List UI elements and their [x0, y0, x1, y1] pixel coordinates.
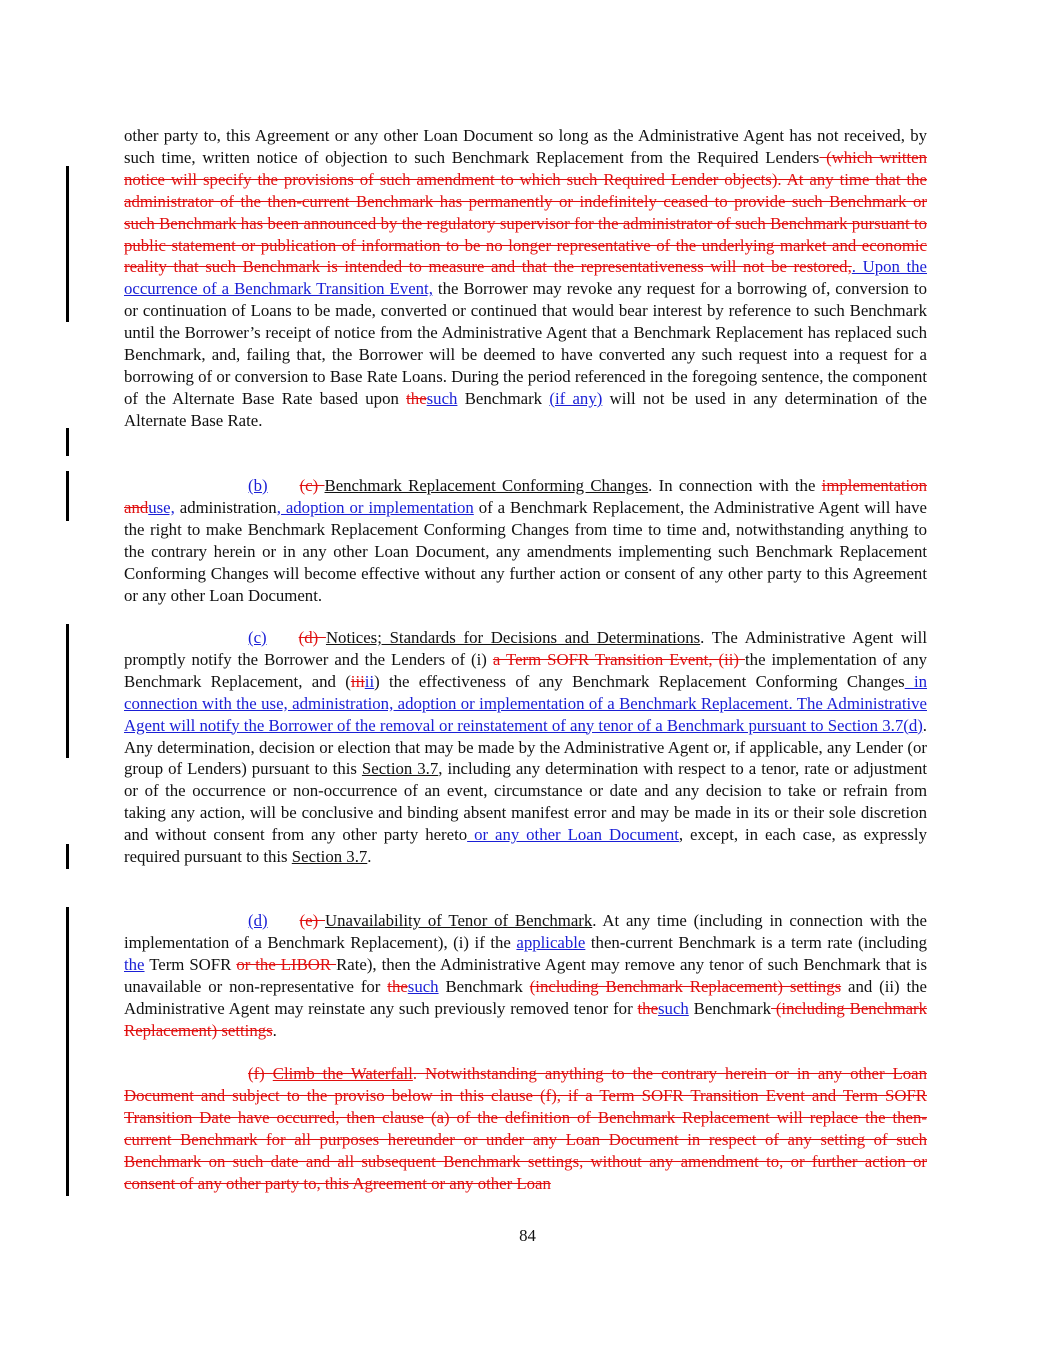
deleted-text: (including Benchmark Replacement) settings — [529, 976, 842, 996]
text: Benchmark — [688, 998, 771, 1018]
deleted-section-number: (c) — [299, 476, 325, 495]
change-bar — [66, 624, 69, 758]
text: . The Administrative Agent will promptly notify the Borrower and the Lenders of (i) — [124, 628, 928, 669]
paragraph-d — [124, 910, 927, 1041]
deleted-text: (including Benchmark Replacement) settings — [124, 998, 928, 1040]
change-bar — [66, 1030, 69, 1196]
text: will not be used in any determination of the Alternate Base Rate. — [124, 388, 928, 430]
paragraph-c — [124, 627, 927, 868]
text: administration — [174, 497, 277, 517]
change-bar — [66, 907, 69, 1045]
text: the Borrower may revoke any request for a borrowing of, conversion to or continuation of Loans to be made, converted or continued that would bear interest by reference to such Benchmark until the Borrower’s receipt of notice from the Administrative Agent that a Benchmark Replacement has replaced such Benchmark, and, failing that, the Borrower will be deemed to have converted any such request into a request for a borrowing of or conversion to Base Rate Loans. During the period referenced in the foregoing sentence, the component of the Alternate Base Rate based upon — [124, 279, 927, 408]
inserted-text: or any other Loan Document — [467, 825, 679, 845]
deleted-section-number: (e) — [299, 911, 326, 930]
inserted-text: ii — [364, 671, 375, 691]
text: the implementation of any Benchmark Replacement, and ( — [124, 649, 928, 691]
text: of a Benchmark Replacement, the Administrative Agent will have the right to make Benchmark Replacement Conforming Changes from time to time and, notwithstanding anything to the contrary herein or in any other Loan Document, any amendments implementing such Benchmark Replacement Conforming Changes will become effective without any further action or consent of any other party to this Agreement or any other Loan Document. — [124, 497, 927, 605]
text: Benchmark — [438, 976, 530, 996]
section-reference: Section 3.7 — [361, 759, 439, 779]
text: then-current Benchmark is a term rate (including — [585, 932, 928, 952]
inserted-text: applicable — [516, 932, 586, 952]
deleted-text: implementation and — [124, 476, 927, 517]
change-bar — [66, 166, 69, 322]
text: . — [367, 847, 372, 867]
deleted-text: the — [406, 388, 427, 408]
section-number: (c) — [248, 628, 267, 647]
section-heading: Notices; Standards for Decisions and Determinations — [325, 628, 701, 647]
paragraph-b — [124, 475, 927, 606]
deleted-text: . Notwithstanding anything to the contrary herein or in any other Loan Document and subject to the proviso below in this clause (f), if a Term SOFR Transition Event and Term SOFR Transition Date have occurred, then clause (a) of the definition of Benchmark Replacement will replace the then-current Benchmark for all purposes hereunder or under any Loan Document in respect of any setting of such Benchmark on such date and all subsequent Benchmark settings, without any amendment to, or further action or consent of any other party to, this Agreement or any other Loan — [124, 1064, 927, 1193]
text: ) the effectiveness of any Benchmark Replacement Conforming Changes — [374, 671, 905, 691]
text: . Any determination, decision or election that may be made by the Administrative Agent or, if applicable, any Lender (or group of Lenders) pursuant to this — [124, 715, 927, 779]
inserted-text: in connection with the use, administration, adoption or implementation of a Benchmark Replacement. The Administrative Agent will notify the Borrower of the removal or reinstatement of any tenor of a Benchmark pursuant to Section 3.7(d) — [124, 671, 928, 735]
deleted-text: a Term SOFR Transition Event, (ii) — [492, 649, 746, 669]
inserted-text: . Upon the occurrence of a Benchmark Transition Event, — [124, 257, 927, 299]
paragraph-f-deleted — [124, 1063, 927, 1194]
section-number: (d) — [248, 911, 268, 930]
inserted-text: such — [407, 976, 439, 996]
change-bar — [66, 844, 69, 869]
page-number: 84 — [519, 1226, 536, 1245]
deleted-text: the — [637, 998, 659, 1018]
text: and (ii) the Administrative Agent may reinstate any such previously removed tenor for — [124, 976, 927, 1018]
text: Term SOFR — [144, 954, 237, 974]
deleted-section-number: (d) — [298, 628, 326, 647]
inserted-text: use, — [148, 497, 175, 517]
inserted-text: such — [658, 998, 689, 1018]
inserted-text: such — [426, 388, 458, 408]
deleted-text: or the LIBOR — [236, 954, 337, 974]
text: . At any time (including in connection with the implementation of a Benchmark Replacement), (i) if the — [124, 911, 927, 952]
text: Benchmark — [457, 388, 550, 408]
inserted-text: (if any) — [549, 388, 603, 408]
text: . In connection with the — [648, 476, 822, 495]
deleted-section-heading: Climb the Waterfall — [272, 1064, 413, 1083]
deleted-text: iii — [350, 671, 365, 691]
text: Rate), then the Administrative Agent may remove any tenor of such Benchmark that is unavailable or non-representative for — [124, 954, 927, 996]
section-reference: Section 3.7 — [291, 847, 368, 867]
section-heading: Benchmark Replacement Conforming Changes — [324, 476, 649, 495]
change-bar — [66, 471, 69, 521]
paragraph-continuation — [124, 125, 927, 432]
change-bar — [66, 428, 69, 456]
deleted-section-number: (f) — [248, 1064, 273, 1083]
section-number: (b) — [248, 476, 268, 495]
section-heading: Unavailability of Tenor of Benchmark — [325, 911, 593, 930]
deleted-text: (which written notice will specify the provisions of such amendment to which such Required Lender objects). At any time that the administrator of the then-current Benchmark has permanently or indefinitely ceased to provide such Benchmark or such Benchmark has been announced by the regulatory supervisor for the administrator of such Benchmark pursuant to public statement or publication of information to be no longer representative of the underlying market and economic reality that such Benchmark is intended to measure and that the representativeness will not be restored, — [124, 147, 927, 277]
inserted-text: the — [124, 954, 145, 974]
inserted-text: , adoption or implementation — [276, 497, 474, 517]
text: other party to, this Agreement or any other Loan Document so long as the Administrative Agent has not received, by such time, written notice of objection to such Benchmark Replacement from the Required Lenders — [124, 126, 927, 167]
text: . — [272, 1020, 277, 1040]
text: , except, in each case, as expressly required pursuant to this — [124, 825, 927, 867]
text: , including any determination with respect to a tenor, rate or adjustment or of the occurrence or non-occurrence of an event, circumstance or date and any decision to take or refrain from taking any action, will be conclusive and binding absent manifest error and may be made in its or their sole discretion and without consent from any other party hereto — [124, 759, 927, 845]
deleted-text: the — [387, 976, 408, 996]
